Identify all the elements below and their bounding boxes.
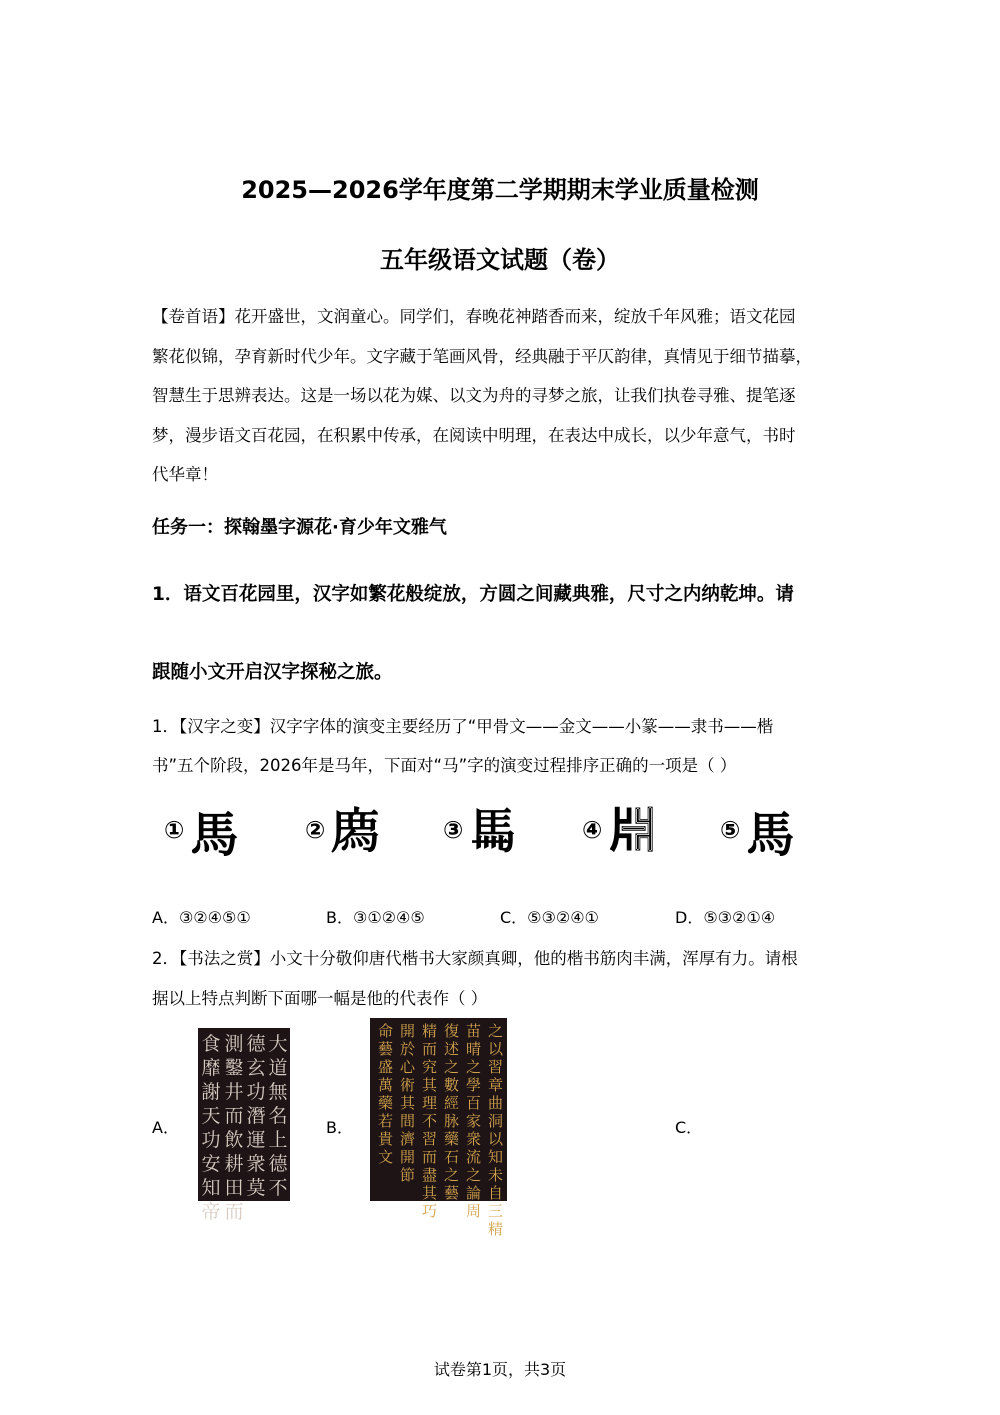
- calligraphy-image-b[interactable]: [370, 1018, 507, 1238]
- exam-subtitle: 五年级语文试题（卷）: [380, 246, 620, 274]
- calligraphy-column: 復述之數經脉藥石之藝: [444, 1022, 460, 1202]
- horse-glyph-row: [160, 790, 860, 870]
- horse-glyph: [305, 790, 379, 870]
- calligraphy-column: 苗晴之學百家衆流之論周: [466, 1022, 482, 1220]
- preface-line: 繁花似锦，孕育新时代少年。文字藏于笔画风骨，经典融于平仄韵律，真情见于细节描摹，: [152, 347, 812, 366]
- calligraphy-image-a[interactable]: [198, 1028, 290, 1223]
- subquestion-2: 2．【书法之赏】小文十分敬仰唐代楷书大家颜真卿，他的楷书筋肉丰满，浑厚有力。请根: [152, 949, 798, 968]
- subquestion-1: 书”五个阶段，2026年是马年，下面对“马”字的演变过程排序正确的一项是（ ）: [152, 756, 737, 775]
- subquestion-2: 据以上特点判断下面哪一幅是他的代表作（ ）: [152, 989, 488, 1008]
- glyph-character: 馬: [190, 806, 239, 863]
- preface-line: 代华章！: [152, 465, 218, 484]
- calligraphy-column: 之以習章曲洞以知未自三精: [488, 1022, 504, 1238]
- option-b-label[interactable]: B．: [326, 1118, 353, 1137]
- glyph-character: 𣶒: [608, 803, 657, 859]
- calligraphy-column: 德玄功潛運衆莫: [246, 1033, 266, 1199]
- option-c-label[interactable]: C．: [675, 1118, 703, 1137]
- horse-glyph: [720, 790, 794, 870]
- preface-line: 智慧生于思辨表达。这是一场以花为媒、以文为舟的寻梦之旅，让我们执卷寻雅、提笔逐: [152, 386, 796, 405]
- subquestion-1-options: [0, 905, 1000, 929]
- option-a[interactable]: A．③②④⑤①: [152, 908, 251, 927]
- glyph-number: ⑤: [720, 816, 741, 844]
- page-footer: 试卷第1页，共3页: [433, 1360, 567, 1379]
- glyph-character: 𢊁: [331, 804, 380, 860]
- preface-line: 【卷首语】花开盛世，文润童心。同学们，春晚花神踏香而来，绽放千年风雅；语文花园: [152, 307, 796, 326]
- glyph-number: ④: [582, 816, 603, 844]
- task-heading: 任务一：探翰墨字源花·育少年文雅气: [152, 517, 447, 538]
- preface-line: 梦，漫步语文百花园，在积累中传承，在阅读中明理，在表达中成长，以少年意气，书时: [152, 426, 796, 445]
- glyph-number: ②: [305, 816, 326, 844]
- calligraphy-column: 開於心術其間濟開節: [400, 1022, 416, 1184]
- option-d[interactable]: D．⑤③②①④: [675, 908, 776, 927]
- glyph-number: ③: [443, 816, 464, 844]
- calligraphy-column: 大道無名上德不: [268, 1033, 288, 1199]
- horse-glyph: [582, 790, 656, 870]
- horse-glyph: [443, 790, 517, 870]
- subquestion-1: 1．【汉字之变】汉字字体的演变主要经历了“甲骨文——金文——小篆——隶书——楷: [152, 717, 774, 736]
- glyph-character: 馬: [746, 806, 795, 863]
- horse-glyph: [164, 790, 238, 870]
- glyph-number: ①: [164, 816, 185, 844]
- glyph-character: 𩡧: [469, 804, 518, 860]
- calligraphy-column: 命藝盛萬藥若貴文: [378, 1022, 394, 1166]
- calligraphy-column: 食靡謝天功安知帝: [201, 1033, 221, 1223]
- question-intro: 跟随小文开启汉字探秘之旅。: [152, 662, 393, 683]
- calligraphy-column: 精而究其理不習而盡其巧: [422, 1022, 438, 1220]
- question-intro: 1．语文百花园里，汉字如繁花般绽放，方圆之间藏典雅，尺寸之内纳乾坤。请: [152, 584, 794, 605]
- option-a-label[interactable]: A．: [152, 1118, 179, 1137]
- calligraphy-column: 測鑿井而飲耕田而: [224, 1033, 244, 1223]
- option-b[interactable]: B．③①②④⑤: [326, 908, 425, 927]
- option-c[interactable]: C．⑤③②④①: [500, 908, 599, 927]
- exam-title: 2025—2026学年度第二学期期末学业质量检测: [241, 176, 759, 204]
